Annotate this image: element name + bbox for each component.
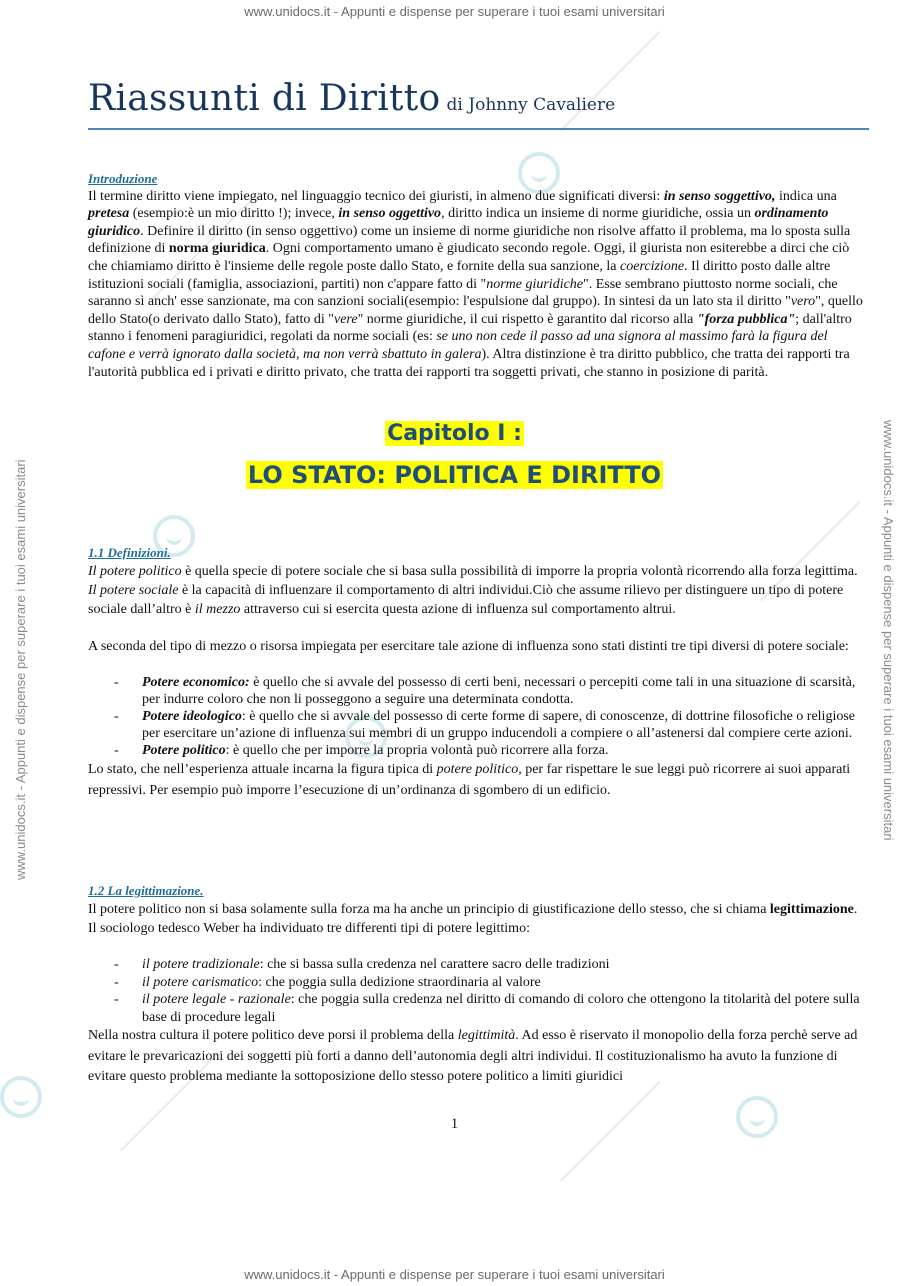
watermark-bottom: www.unidocs.it - Appunti e dispense per superare i tuoi esami universitari [244, 1267, 665, 1282]
legitimacy-types-list [88, 956, 866, 1026]
watermark-top: www.unidocs.it - Appunti e dispense per superare i tuoi esami universitari [244, 4, 665, 19]
watermark-logo-icon [0, 1076, 42, 1118]
watermark-left: www.unidocs.it - Appunti e dispense per superare i tuoi esami universitari [13, 459, 28, 880]
section-1-2-paragraph: Il potere politico non si basa solamente sulla forza ma ha anche un principio di giustificazione dello stesso, che si chiama legittimazione. [88, 902, 858, 917]
section-1-1 [88, 543, 866, 801]
list-item: - il potere carismatico: che poggia sulla dedizione straordinaria al valore [88, 974, 866, 992]
page-number: 1 [450, 1116, 459, 1132]
section-1-2 [88, 881, 866, 1088]
power-types-list [88, 674, 866, 759]
document-header [88, 78, 869, 130]
list-item: - il potere tradizionale: che si bassa sulla credenza nel carattere sacro delle tradizioni [88, 956, 866, 974]
list-item: - Potere economico: è quello che si avvale del possesso di certi beni, necessari o percepiti come tali in una situazione di scarsità, per indurre coloro che non li posseggono a seguire una determinata condotta. [88, 674, 866, 708]
list-item: - Potere ideologico: è quello che si avvale del possesso di certe forme di sapere, di conoscenze, di dottrine filosofiche o religiose per esercitare un’azione di influenza sui membri di un gruppo inducendoli a compiere o all’astenersi dal compiere certe azioni. [88, 708, 866, 742]
intro-heading: Introduzione [88, 171, 158, 186]
section-1-2-heading: 1.2 La legittimazione. [88, 883, 204, 898]
section-1-1-heading: 1.1 Definizioni. [88, 545, 171, 560]
section-1-1-paragraph: Lo stato, che nell’esperienza attuale incarna la figura tipica di potere politico, per far rispettare le sue leggi può ricorrere ai suoi apparati repressivi. Per esempio può imporre l’esecuzione di un’ordinanza di sgombero di un edificio. [88, 762, 851, 798]
intro-section [88, 170, 866, 381]
section-1-1-paragraph: A seconda del tipo di mezzo o risorsa impiegata per esercitare tale azione di influenza sono stati distinti tre tipi diversi di potere sociale: [88, 639, 849, 654]
list-item: - Potere politico: è quello che per imporre la propria volontà può ricorrere alla forza. [88, 742, 866, 759]
list-item: - il potere legale - razionale: che poggia sulla credenza nel diritto di comando di coloro che ottengono la titolarità del potere sulla base di procedure legali [88, 991, 866, 1026]
document-author: di Johnny Cavaliere [446, 95, 616, 115]
chapter-title: LO STATO: POLITICA E DIRITTO [247, 461, 662, 489]
section-1-2-paragraph: Nella nostra cultura il potere politico deve porsi il problema della legittimità. Ad esso è riservato il monopolio della forza perchè serve ad evitare le prevaricazioni dei soggetti più forti a danno dell’autonomia degli altri individui. Il costituzionalismo ha avuto la funzione di evitare questo problema mediante la sottoposizione dello stesso potere politico a limiti giuridici [88, 1028, 858, 1084]
section-1-2-paragraph: Il sociologo tedesco Weber ha individuato tre differenti tipi di potere legittimo: [88, 921, 530, 936]
intro-paragraph: Il termine diritto viene impiegato, nel linguaggio tecnico dei giuristi, in almeno due significati diversi: in senso soggettivo, indica una pretesa (esempio:è un mio diritto !); invece, in senso oggettivo, diritto indica un insieme di norme giuridiche, ossia un ordinamento giuridico. Definire il diritto (in senso oggettivo) come un insieme di norme giuridiche non risolve affatto il problema, ma lo sposta sulla definizione di norma giuridica. Ogni comportamento umano è giudicato secondo regole. Oggi, il giurista non esiterebbe a dirci che ciò che chiamiamo diritto è l'insieme delle regole poste dallo Stato, e fornite della sua sanzione, la coercizione. Il diritto posto dalle altre istituzioni sociali (famiglia, associazioni, partiti) non c'appare fatto di "norme giuridiche". Esse sembrano piuttosto norme sociali, che saranno sì anch' esse sanzionate, ma con sanzioni sociali(esempio: l'espulsione dal gruppo). In sintesi da un lato sta il diritto "vero", quello dello Stato(o derivato dallo Stato), fatto di "vere" norme giuridiche, il cui rispetto è garantito dal ricorso alla "forza pubblica"; dall'altro stanno i fenomeni paragiuridici, regolati da norme sociali (es: se uno non cede il passo ad una signora al massimo farà la figura del cafone e verrà ignorato dalla società, ma non verrà sbattuto in galera). Altra distinzione è tra diritto pubblico, che tratta dei rapporti tra l'autorità pubblica ed i privati e diritto privato, che tratta dei rapporti tra soggetti privati, che stanno in posizione di parità. [88, 188, 863, 380]
chapter-label: Capitolo I : [387, 421, 522, 446]
section-1-1-paragraph: Il potere politico è quella specie di potere sociale che si basa sulla possibilità di imporre la propria volontà ricorrendo alla forza legittima. [88, 564, 858, 579]
section-1-1-paragraph: Il potere sociale è la capacità di influenzare il comportamento di altri individui.Ciò che assume rilievo per distinguere un tipo di potere sociale dall’altro è il mezzo attraverso cui si esercita questa azione di influenza sul comportamento altrui. [88, 583, 844, 617]
document-title: Riassunti di Diritto [88, 78, 441, 119]
watermark-right: www.unidocs.it - Appunti e dispense per superare i tuoi esami universitari [881, 420, 896, 841]
